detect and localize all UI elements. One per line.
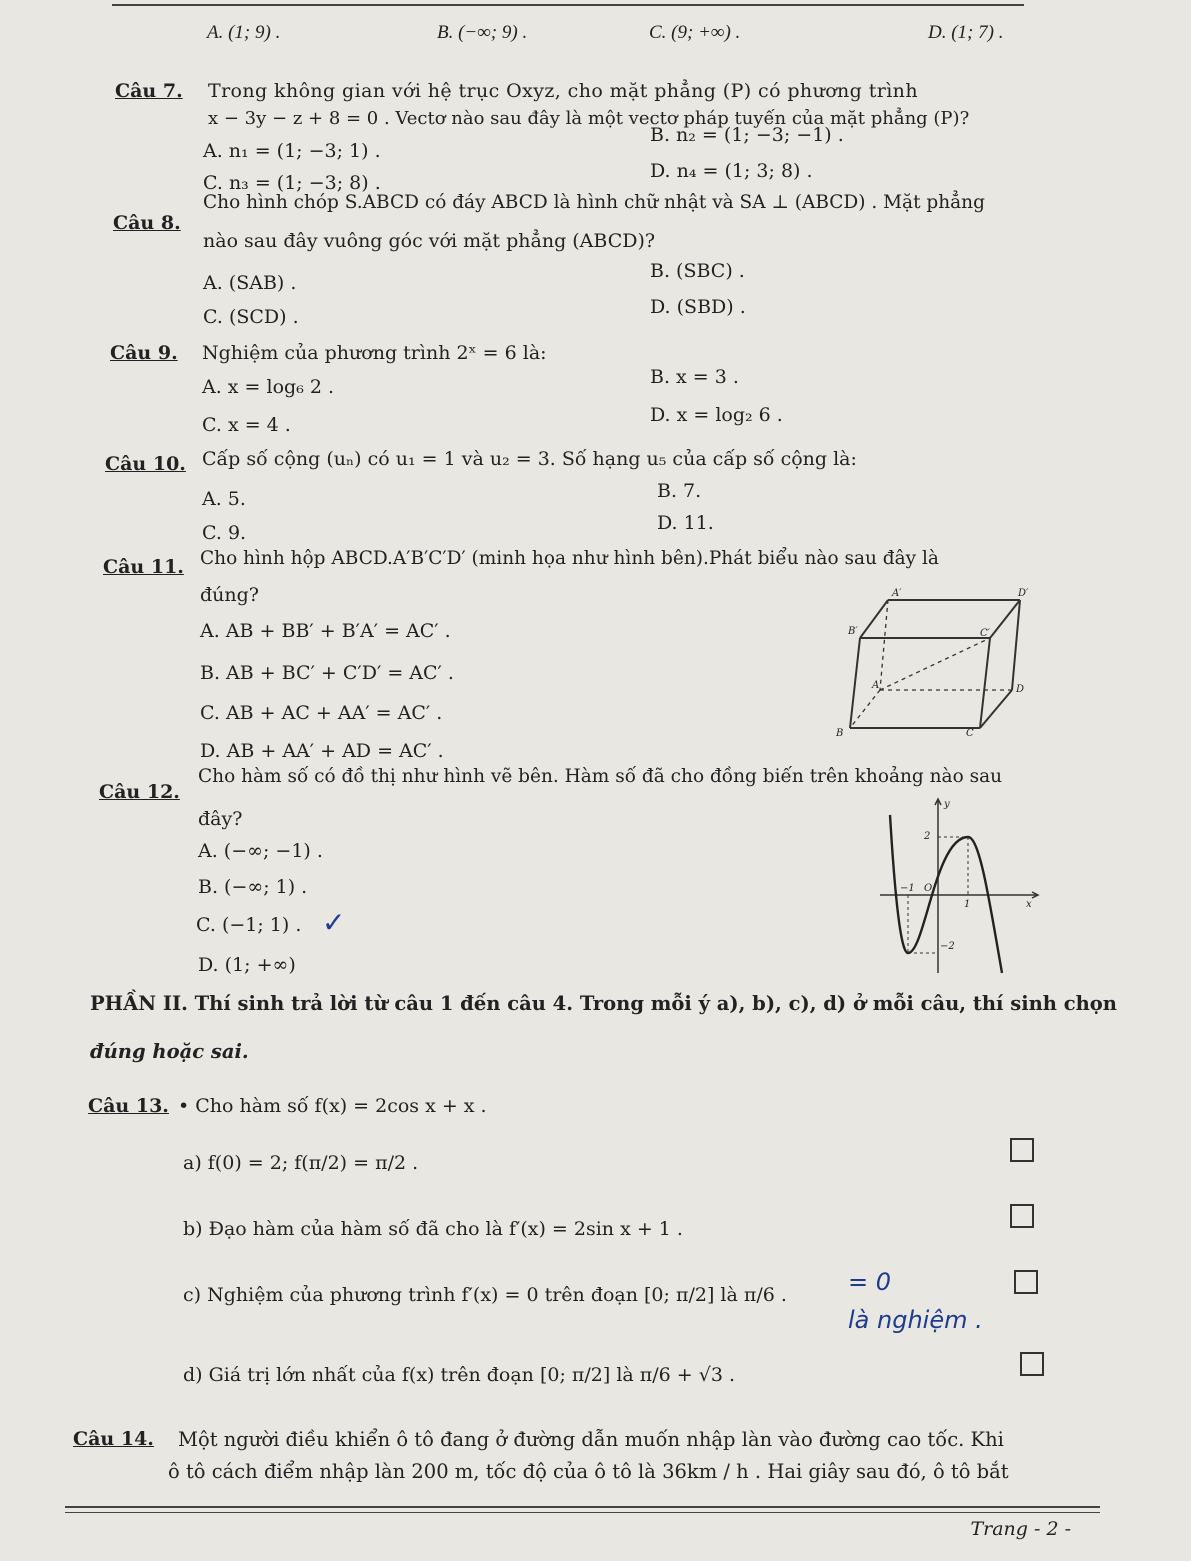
- graph-label-one: 1: [964, 899, 971, 910]
- graph-label-two: 2: [924, 831, 931, 842]
- graph-label-neg-one: −1: [900, 883, 915, 894]
- q12-option-b: B. (−∞; 1) .: [198, 876, 308, 898]
- q7-label: Câu 7.: [115, 80, 183, 102]
- q11-option-a: A. AB + BB′ + B′A′ = AC′ .: [200, 620, 451, 642]
- option-a: A. (1; 9) .: [207, 22, 281, 43]
- q11-option-c: C. AB + AC + AA′ = AC′ .: [200, 702, 443, 724]
- bottom-rule-2: [65, 1512, 1100, 1513]
- q12-line2: đây?: [198, 808, 243, 830]
- q10-line1: Cấp số cộng (uₙ) có u₁ = 1 và u₂ = 3. Số hạng u₅ của cấp số cộng là:: [202, 448, 857, 470]
- q7-line1: Trong không gian với hệ trục Oxyz, cho mặt phẳng (P) có phương trình: [208, 80, 918, 102]
- fig-label-c1: C′: [980, 628, 990, 639]
- part2-line2: đúng hoặc sai.: [90, 1040, 249, 1063]
- q7-option-c: C. n₃ = (1; −3; 8) .: [203, 172, 381, 194]
- part2-line1: PHẦN II. Thí sinh trả lời từ câu 1 đến câu 4. Trong mỗi ý a), b), c), d) ở mỗi câu, thí sinh chọn: [90, 992, 1117, 1015]
- q10-option-b: B. 7.: [657, 480, 702, 502]
- fig-label-b: B: [836, 728, 844, 738]
- q9-option-b: B. x = 3 .: [650, 366, 739, 388]
- q8-option-d: D. (SBD) .: [650, 296, 746, 318]
- q12-line1: Cho hàm số có đồ thị như hình vẽ bên. Hàm số đã cho đồng biến trên khoảng nào sau: [198, 766, 1003, 787]
- fig-label-a: A: [872, 680, 880, 691]
- q8-line2: nào sau đây vuông góc với mặt phẳng (ABCD)?: [203, 230, 656, 252]
- q10-option-c: C. 9.: [202, 522, 247, 544]
- q13-b: b) Đạo hàm của hàm số đã cho là f′(x) = 2sin x + 1 .: [183, 1218, 683, 1240]
- answer-box-a[interactable]: [1010, 1138, 1034, 1162]
- graph-label-neg-two: −2: [940, 941, 955, 952]
- graph-label-y: y: [944, 799, 950, 810]
- page-footer: Trang - 2 -: [970, 1518, 1071, 1540]
- q7-option-a: A. n₁ = (1; −3; 1) .: [203, 140, 381, 162]
- fig-label-a1: A′: [892, 588, 902, 599]
- handwritten-note-1: = 0: [848, 1268, 892, 1296]
- q8-option-c: C. (SCD) .: [203, 306, 299, 328]
- answer-box-c[interactable]: [1014, 1270, 1038, 1294]
- q12-label: Câu 12.: [99, 781, 180, 803]
- q9-label: Câu 9.: [110, 342, 178, 364]
- q7-line2: x − 3y − z + 8 = 0 . Vectơ nào sau đây là một vectơ pháp tuyến của mặt phẳng (P)?: [208, 108, 970, 129]
- q8-label: Câu 8.: [113, 212, 181, 234]
- option-b: B. (−∞; 9) .: [437, 22, 528, 43]
- answer-box-b[interactable]: [1010, 1204, 1034, 1228]
- fig-label-d: D: [1016, 684, 1025, 695]
- option-c: C. (9; +∞) .: [649, 22, 741, 43]
- handwritten-note-2: là nghiệm .: [848, 1306, 983, 1334]
- q13-c: c) Nghiệm của phương trình f′(x) = 0 trên đoạn [0; π/2] là π/6 .: [183, 1284, 787, 1306]
- q10-option-d: D. 11.: [657, 512, 714, 534]
- q12-option-d: D. (1; +∞): [198, 954, 296, 976]
- option-d: D. (1; 7) .: [928, 22, 1004, 43]
- q11-line1: Cho hình hộp ABCD.A′B′C′D′ (minh họa như hình bên).Phát biểu nào sau đây là: [200, 548, 939, 569]
- q14-label: Câu 14.: [73, 1428, 154, 1450]
- q13-d: d) Giá trị lớn nhất của f(x) trên đoạn [0; π/2] là π/6 + √3 .: [183, 1364, 736, 1386]
- q14-line2: ô tô cách điểm nhập làn 200 m, tốc độ của ô tô là 36km / h . Hai giây sau đó, ô tô bắt: [168, 1460, 1009, 1483]
- q8-option-b: B. (SBC) .: [650, 260, 745, 282]
- q11-line2: đúng?: [200, 584, 259, 606]
- q9-option-c: C. x = 4 .: [202, 414, 291, 436]
- q9-option-d: D. x = log₂ 6 .: [650, 404, 783, 426]
- fig-label-d1: D′: [1018, 588, 1029, 599]
- q13-intro: • Cho hàm số f(x) = 2cos x + x .: [178, 1095, 487, 1117]
- q13-a: a) f(0) = 2; f(π/2) = π/2 .: [183, 1152, 419, 1174]
- graph-label-origin: O: [924, 883, 933, 894]
- top-rule: [112, 4, 1024, 6]
- q9-option-a: A. x = log₆ 2 .: [202, 376, 335, 398]
- function-graph: [880, 795, 1040, 975]
- q7-option-d: D. n₄ = (1; 3; 8) .: [650, 160, 813, 182]
- bottom-rule: [65, 1506, 1100, 1508]
- checkmark-icon: ✓: [322, 906, 346, 939]
- q8-line1: Cho hình chóp S.ABCD có đáy ABCD là hình chữ nhật và SA ⊥ (ABCD) . Mặt phẳng: [203, 192, 985, 213]
- q12-option-a: A. (−∞; −1) .: [198, 840, 323, 862]
- q10-option-a: A. 5.: [202, 488, 246, 510]
- q11-label: Câu 11.: [103, 556, 184, 578]
- q9-line1: Nghiệm của phương trình 2ˣ = 6 là:: [202, 342, 547, 364]
- graph-label-x: x: [1026, 899, 1032, 910]
- q11-option-d: D. AB + AA′ + AD = AC′ .: [200, 740, 444, 762]
- answer-box-d[interactable]: [1020, 1352, 1044, 1376]
- q10-label: Câu 10.: [105, 453, 186, 475]
- q7-option-b: B. n₂ = (1; −3; −1) .: [650, 124, 844, 146]
- q12-option-c: C. (−1; 1) .: [196, 914, 302, 936]
- q8-option-a: A. (SAB) .: [203, 272, 297, 294]
- fig-label-b1: B′: [848, 626, 858, 637]
- q14-line1: Một người điều khiển ô tô đang ở đường dẫn muốn nhập làn vào đường cao tốc. Khi: [178, 1428, 1004, 1451]
- q13-label: Câu 13.: [88, 1095, 169, 1117]
- box-figure: [830, 588, 1030, 738]
- q11-option-b: B. AB + BC′ + C′D′ = AC′ .: [200, 662, 454, 684]
- fig-label-c: C: [966, 728, 974, 738]
